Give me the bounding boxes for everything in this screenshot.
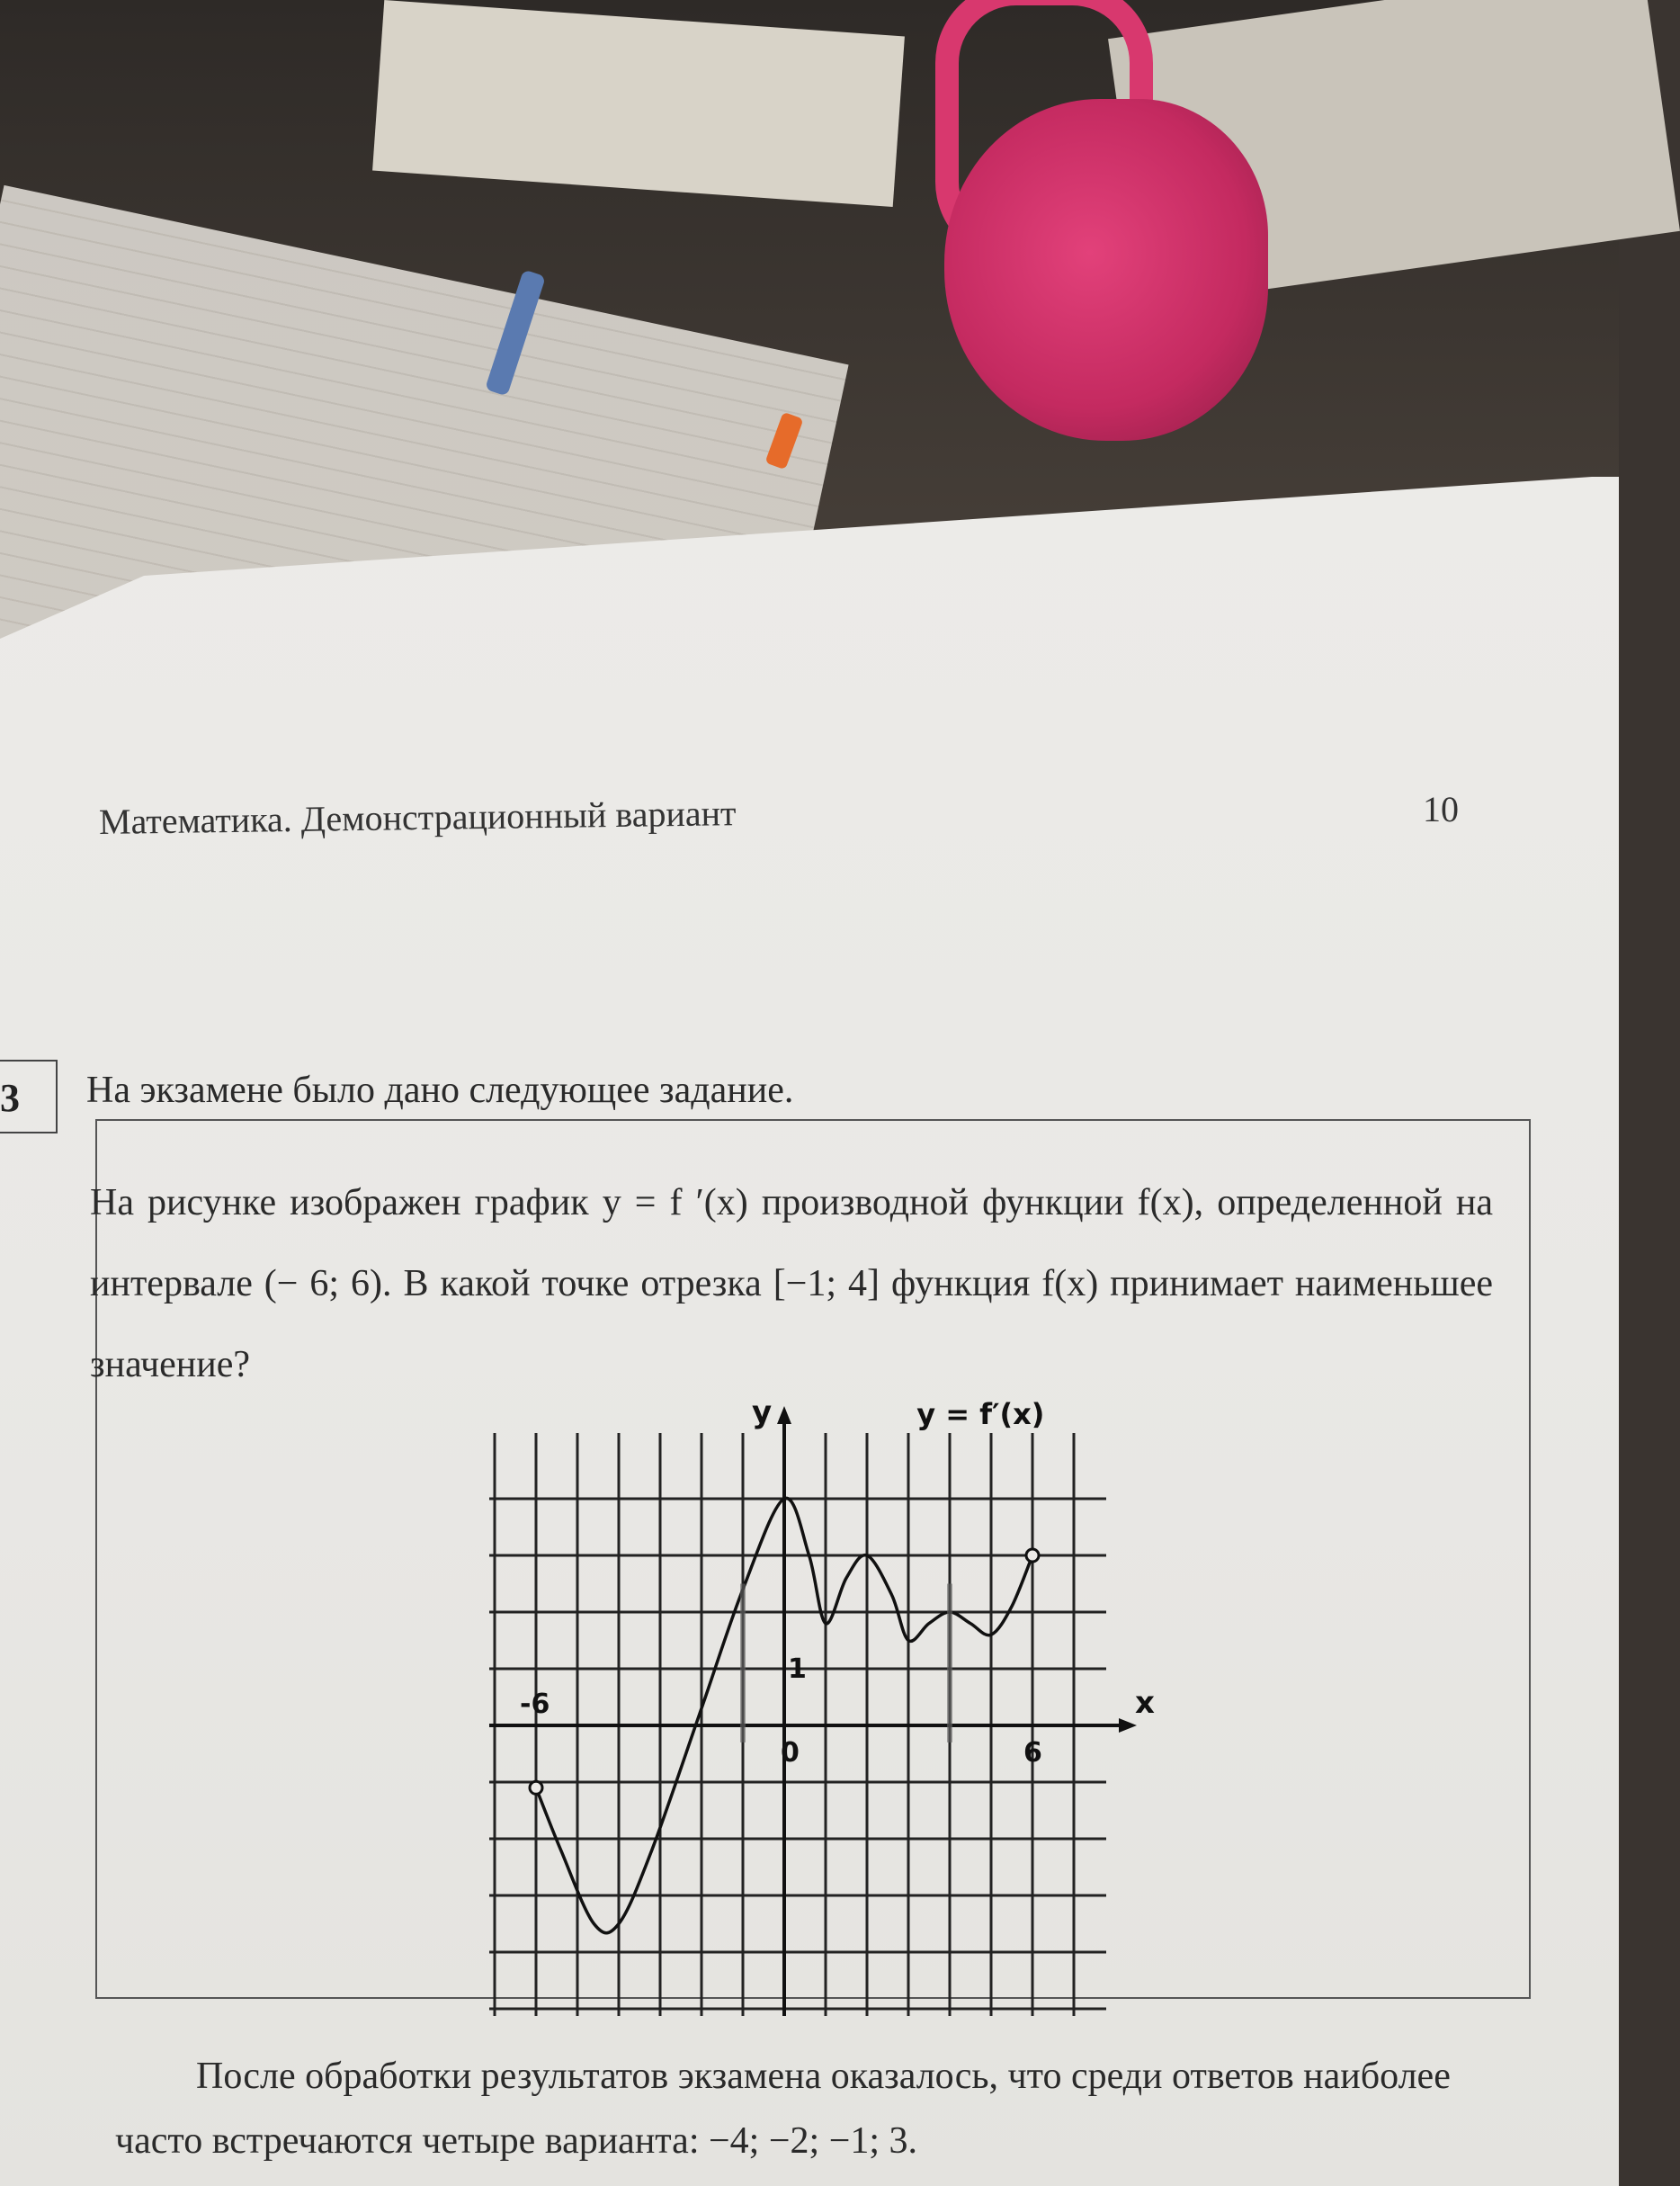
after-text: После обработки результатов экзамена оказалось, что среди ответов наиболее часто встречаются четыре варианта: −4; −2; −1; 3. [115, 2056, 1451, 2162]
page-number: 10 [1423, 789, 1459, 829]
task-number: 3 [0, 1076, 20, 1120]
x-axis-label: x [1135, 1685, 1155, 1721]
task-intro: На экзамене было дано следующее задание. [86, 1070, 794, 1111]
derivative-graph [450, 1349, 1155, 1979]
tick-label-x-neg6: -6 [520, 1689, 550, 1720]
tick-label-x-6: 6 [1023, 1737, 1042, 1769]
open-endpoint [1026, 1549, 1039, 1562]
background-notebook [372, 0, 905, 207]
y-axis-label: y [752, 1394, 773, 1430]
pink-pencil-case [944, 99, 1268, 441]
graph-title: y = f′(x) [916, 1397, 1045, 1431]
problem-text: На рисунке изображен график y = f ′(x) производной функции f(x), определенной на интервале (− 6; 6). В какой точке отрезка [−1; 4] функция f(x) принимает наименьшее значение? [90, 1182, 1493, 1385]
y-axis-arrow [777, 1406, 791, 1424]
tick-label-x-0: 0 [781, 1737, 800, 1769]
page-header-title: Математика. Демонстрационный вариант [98, 793, 737, 842]
open-endpoint [530, 1781, 542, 1794]
tick-label-y-1: 1 [788, 1653, 807, 1685]
